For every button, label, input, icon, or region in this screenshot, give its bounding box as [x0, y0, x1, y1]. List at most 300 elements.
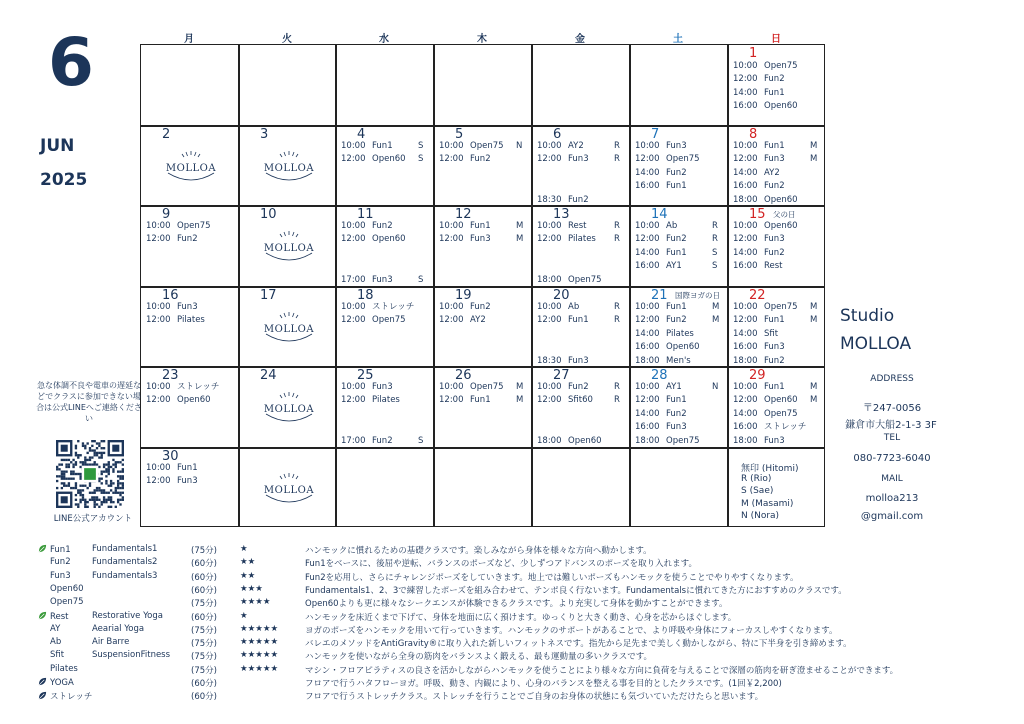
class-name: Fun3	[372, 382, 393, 392]
class-entry[interactable]	[733, 181, 820, 192]
legend-description: Fundamentals1、2、3で練習したポーズを組み合わせて、テンポ良く行ないます。Fundamentalsに慣れてきた方におすすめのクラスです。	[305, 585, 847, 596]
leaf-icon	[38, 691, 47, 700]
class-entry[interactable]	[733, 395, 820, 406]
class-time: 18:00	[635, 355, 660, 366]
class-time: 14:00	[733, 408, 758, 419]
day-cell-empty	[240, 449, 335, 527]
class-time: 18:00	[733, 435, 758, 446]
class-entry[interactable]	[537, 315, 624, 326]
holiday-label: 国際ヨガの日	[675, 291, 720, 300]
class-entry[interactable]	[635, 436, 722, 447]
class-time: 10:00	[439, 221, 464, 231]
day-number: 23	[162, 368, 179, 383]
class-time: 17:00	[341, 435, 366, 446]
legend-duration: (60分)	[191, 692, 217, 703]
day-cell-14	[631, 207, 727, 286]
class-entry[interactable]	[635, 315, 722, 326]
day-number: 20	[553, 288, 570, 303]
day-number: 10	[260, 207, 277, 222]
tel: 080-7723-6040	[853, 453, 931, 464]
legend-duration: (75分)	[191, 599, 217, 610]
day-cell-20	[533, 288, 629, 366]
class-time: 14:00	[733, 167, 758, 178]
day-cell-24	[240, 368, 335, 447]
class-entry[interactable]	[439, 382, 526, 393]
class-entry[interactable]	[439, 221, 526, 232]
instructor-code: N	[712, 382, 719, 392]
class-entry[interactable]	[635, 409, 722, 420]
legend-code: Fun2	[50, 557, 71, 568]
day-cell-2	[142, 127, 238, 205]
class-entry[interactable]	[733, 356, 820, 366]
class-entry[interactable]	[635, 329, 722, 340]
legend-duration: (60分)	[191, 679, 217, 689]
mail-user: molloa213	[865, 493, 919, 504]
day-cell-3	[240, 127, 335, 205]
month-english: JUN	[40, 136, 75, 156]
class-entry[interactable]	[341, 141, 428, 152]
class-entry[interactable]	[635, 356, 722, 366]
day-cell-28	[631, 368, 727, 447]
legend-code: AY	[50, 623, 61, 634]
legend-name: Fundamentals3	[92, 570, 158, 581]
class-time: 18:30	[537, 194, 562, 205]
day-cell-empty	[337, 46, 433, 125]
class-time: 12:00	[537, 315, 562, 326]
day-cell-4	[337, 127, 433, 205]
class-time: 12:00	[635, 234, 660, 245]
class-entry[interactable]	[733, 101, 820, 112]
instructor-code: R	[614, 141, 620, 151]
class-name: Open75	[177, 221, 211, 231]
class-entry[interactable]	[537, 356, 624, 366]
class-entry[interactable]	[733, 195, 820, 205]
class-entry[interactable]	[733, 248, 820, 259]
class-name: ストレッチ	[372, 302, 415, 312]
instructor-code: R	[614, 395, 620, 406]
class-entry[interactable]	[733, 342, 820, 353]
class-entry[interactable]	[733, 88, 820, 99]
class-time: 10:00	[341, 302, 366, 312]
legend-description: ハンモックに慣れるための基礎クラスです。楽しみながら身体を様々な方向へ動かします。	[305, 546, 652, 556]
class-name: Fun1	[177, 463, 198, 473]
legend-stars: ★★★★	[240, 597, 271, 608]
class-entry[interactable]	[537, 395, 624, 406]
class-name: Sfit	[764, 328, 779, 339]
class-entry[interactable]	[733, 409, 820, 420]
class-entry[interactable]	[537, 436, 624, 447]
instructor-key: R (Rio)	[741, 473, 772, 484]
class-time: 10:00	[733, 302, 758, 312]
class-time: 16:00	[733, 261, 758, 272]
day-cell-16	[142, 288, 238, 366]
class-name: Pilates	[568, 234, 596, 245]
class-time: 10:00	[439, 302, 464, 312]
class-entry[interactable]	[733, 422, 820, 433]
class-entry[interactable]	[146, 382, 233, 393]
legend-description: マシン・フロアピラティスの良さを活かしながらハンモックを使うことにより様々な方向に負荷を与えることで深層の筋肉を研ぎ澄ませることができます。	[305, 665, 899, 676]
leaf-icon	[38, 544, 47, 553]
instructor-code: M	[516, 221, 524, 231]
class-name: Fun1	[764, 87, 785, 98]
class-entry[interactable]	[439, 154, 526, 165]
class-name: Open75	[568, 274, 602, 285]
day-number: 29	[749, 368, 766, 383]
day-cell-13	[533, 207, 629, 286]
class-entry[interactable]	[733, 74, 820, 85]
legend-name: Fundamentals2	[92, 557, 158, 568]
legend-description: ヨガのポーズをハンモックを用いて行っていきます。ハンモックのサポートがあることで、より呼吸や身体にフォーカスしやすくなります。	[305, 625, 838, 636]
class-time: 12:00	[439, 395, 464, 406]
class-entry[interactable]	[733, 234, 820, 245]
class-time: 12:00	[146, 234, 171, 245]
class-entry[interactable]	[733, 302, 820, 313]
class-name: Fun1	[470, 395, 491, 406]
day-number: 16	[162, 288, 179, 303]
weekday-2: 火	[282, 34, 292, 45]
class-name: Open60	[764, 194, 798, 205]
class-time: 18:00	[733, 194, 758, 205]
class-name: Fun2	[177, 234, 198, 245]
class-name: Fun2	[666, 234, 687, 245]
molloa-logo-icon	[262, 229, 316, 263]
class-entry[interactable]	[733, 382, 820, 393]
legend-code: Open75	[50, 597, 84, 608]
class-entry[interactable]	[635, 181, 722, 192]
class-time: 10:00	[146, 221, 171, 231]
molloa-logo-icon	[262, 149, 316, 183]
class-entry[interactable]	[733, 315, 820, 326]
day-number: 13	[553, 207, 570, 222]
class-name: Open75	[470, 382, 504, 392]
day-number: 12	[455, 207, 472, 222]
legend-name: Air Barre	[92, 637, 130, 648]
class-name: Fun1	[666, 181, 687, 192]
class-name: Pilates	[666, 328, 694, 339]
instructor-code: M	[810, 154, 818, 165]
tel-label: TEL	[883, 433, 901, 443]
class-name: Open75	[666, 154, 700, 165]
class-entry[interactable]	[146, 221, 233, 232]
class-time: 12:00	[341, 234, 366, 245]
svg-text:MOLLOA: MOLLOA	[263, 163, 315, 174]
class-name: Fun2	[372, 221, 393, 231]
class-time: 10:00	[733, 221, 758, 231]
class-entry[interactable]	[537, 234, 624, 245]
day-cell-18	[337, 288, 433, 366]
legend-stars: ★★	[240, 570, 256, 581]
legend-code: Ab	[50, 637, 62, 648]
instructor-code: S	[418, 435, 424, 446]
legend-stars: ★★★★★	[240, 663, 279, 674]
class-name: Ab	[568, 302, 580, 312]
molloa-logo-icon	[262, 390, 316, 424]
year: 2025	[40, 170, 88, 190]
class-time: 17:00	[341, 274, 366, 285]
class-name: Fun3	[764, 234, 785, 245]
class-entry[interactable]	[146, 476, 233, 487]
legend-duration: (60分)	[191, 612, 217, 623]
class-time: 10:00	[733, 382, 758, 392]
class-time: 12:00	[537, 154, 562, 165]
instructor-code: M	[810, 382, 818, 392]
class-entry[interactable]	[635, 422, 722, 433]
class-time: 12:00	[439, 315, 464, 326]
class-name: Fun2	[470, 154, 491, 165]
class-time: 12:00	[733, 74, 758, 85]
legend-code: Open60	[50, 583, 84, 594]
instructor-code: S	[712, 261, 718, 272]
class-entry[interactable]	[537, 382, 624, 393]
day-cell-empty	[337, 449, 433, 527]
line-qr-code[interactable]	[56, 440, 124, 508]
day-cell-empty	[631, 449, 727, 527]
class-name: Fun1	[764, 315, 785, 326]
class-entry[interactable]	[635, 168, 722, 179]
class-name: Fun2	[764, 181, 785, 192]
weekday-7: 日	[771, 34, 781, 45]
class-time: 16:00	[733, 422, 758, 433]
legend-code	[38, 677, 74, 688]
class-time: 10:00	[733, 141, 758, 151]
class-entry[interactable]	[537, 154, 624, 165]
class-name: Fun1	[568, 315, 589, 326]
day-cell-1	[729, 46, 825, 125]
class-entry[interactable]	[537, 141, 624, 152]
class-entry[interactable]	[341, 315, 428, 326]
class-entry[interactable]	[341, 382, 428, 393]
legend-duration: (75分)	[191, 625, 217, 636]
class-entry[interactable]	[439, 302, 526, 313]
class-name: Open60	[372, 154, 406, 165]
class-time: 10:00	[635, 221, 660, 231]
class-time: 10:00	[635, 382, 660, 392]
instructor-code: S	[418, 141, 424, 151]
class-entry[interactable]	[537, 221, 624, 232]
day-cell-17	[240, 288, 335, 366]
class-name: AY1	[666, 261, 682, 272]
class-time: 16:00	[733, 181, 758, 192]
legend-duration: (60分)	[191, 559, 217, 570]
class-entry[interactable]	[733, 141, 820, 152]
class-time: 16:00	[733, 101, 758, 112]
legend-description: フロアで行うハタフローヨガ。呼吸、動き、内観により、心身のバランスを整える事を目的としたクラスです。(1回￥2,200)	[305, 679, 782, 689]
class-time: 14:00	[635, 408, 660, 419]
legend-description: ハンモックを床近くまで下げて、身体を地面に広く預けます。ゆっくりと大きく動き、心身を芯からほぐします。	[305, 612, 737, 623]
class-name: Fun3	[764, 435, 785, 446]
class-time: 12:00	[341, 154, 366, 165]
class-entry[interactable]	[635, 261, 722, 272]
class-entry[interactable]	[733, 61, 820, 72]
class-entry[interactable]	[439, 141, 526, 152]
class-name: Open60	[372, 234, 406, 245]
day-cell-empty	[729, 449, 825, 527]
class-entry[interactable]	[341, 436, 428, 447]
class-name: Open75	[764, 302, 798, 312]
class-time: 10:00	[537, 221, 562, 231]
instructor-code: R	[712, 234, 718, 245]
class-time: 18:30	[537, 355, 562, 366]
legend-stars: ★	[240, 610, 248, 621]
class-time: 12:00	[733, 315, 758, 326]
class-entry[interactable]	[733, 329, 820, 340]
class-entry[interactable]	[341, 395, 428, 406]
molloa-logo-icon	[164, 149, 218, 183]
class-name: Pilates	[372, 395, 400, 406]
legend-duration: (75分)	[191, 639, 217, 650]
day-number: 18	[357, 288, 374, 303]
day-number: 26	[455, 368, 472, 383]
class-time: 12:00	[439, 154, 464, 165]
legend-name: Fundamentals1	[92, 544, 158, 554]
instructor-code: R	[712, 221, 718, 231]
class-name: Fun1	[666, 247, 687, 258]
day-cell-29	[729, 368, 825, 447]
class-name: Fun2	[666, 167, 687, 178]
class-name: Fun3	[470, 234, 491, 245]
legend-description: Fun2を応用し、さらにチャレンジポーズをしていきます。地上では難しいポーズもハンモックを使うことでやりやすくなります。	[305, 572, 799, 583]
class-entry[interactable]	[537, 195, 624, 205]
day-number: 8	[749, 127, 758, 142]
class-entry[interactable]	[733, 436, 820, 447]
postal-code: 〒247-0056	[862, 403, 922, 414]
day-cell-26	[435, 368, 531, 447]
class-entry[interactable]	[146, 463, 233, 474]
legend-code: Sfit	[50, 650, 65, 661]
class-entry[interactable]	[635, 248, 722, 259]
class-name: Open75	[764, 408, 798, 419]
instructor-code: M	[810, 141, 818, 151]
class-entry[interactable]	[146, 234, 233, 245]
class-entry[interactable]	[341, 221, 428, 232]
day-cell-empty	[240, 46, 335, 125]
class-time: 14:00	[733, 87, 758, 98]
line-account-label: LINE公式アカウント	[53, 514, 133, 524]
instructor-code: S	[418, 154, 424, 165]
class-time: 10:00	[146, 302, 171, 312]
class-entry[interactable]	[146, 302, 233, 313]
class-entry[interactable]	[439, 315, 526, 326]
class-entry[interactable]	[439, 234, 526, 245]
calendar-grid	[140, 44, 825, 527]
class-entry[interactable]	[341, 275, 428, 286]
day-cell-5	[435, 127, 531, 205]
day-cell-empty	[533, 449, 629, 527]
class-entry[interactable]	[733, 261, 820, 272]
weekday-5: 金	[575, 34, 585, 45]
legend-description: フロアで行うストレッチクラス。ストレッチを行うことでご自身のお身体の状態にも気づいていただけたらと思います。	[305, 692, 764, 703]
class-entry[interactable]	[635, 154, 722, 165]
class-entry[interactable]	[635, 141, 722, 152]
class-time: 12:00	[635, 154, 660, 165]
class-entry[interactable]	[635, 382, 722, 393]
class-entry[interactable]	[146, 395, 233, 406]
instructor-code: R	[614, 221, 620, 231]
class-name: Fun2	[666, 408, 687, 419]
class-entry[interactable]	[635, 342, 722, 353]
class-entry[interactable]	[635, 221, 722, 232]
day-cell-7	[631, 127, 727, 205]
class-name: Open60	[568, 435, 602, 446]
class-entry[interactable]	[537, 302, 624, 313]
instructor-code: M	[516, 395, 524, 406]
instructor-key: S (Sae)	[741, 486, 774, 496]
holiday-label: 父の日	[773, 210, 796, 219]
class-name: AY2	[568, 141, 584, 151]
class-time: 10:00	[341, 141, 366, 151]
class-time: 10:00	[537, 302, 562, 312]
molloa-logo-icon	[262, 310, 316, 344]
day-cell-21	[631, 288, 727, 366]
class-name: ストレッチ	[177, 382, 220, 392]
class-entry[interactable]	[439, 395, 526, 406]
leaf-icon	[38, 611, 47, 620]
svg-text:MOLLOA: MOLLOA	[263, 243, 315, 254]
class-entry[interactable]	[341, 154, 428, 165]
class-time: 16:00	[733, 342, 758, 353]
svg-text:MOLLOA: MOLLOA	[263, 404, 315, 415]
class-name: AY2	[764, 167, 780, 178]
class-entry[interactable]	[733, 168, 820, 179]
class-entry[interactable]	[341, 234, 428, 245]
class-time: 10:00	[341, 382, 366, 392]
class-entry[interactable]	[146, 315, 233, 326]
class-name: Sfit60	[568, 395, 593, 406]
mail-domain: @gmail.com	[860, 511, 924, 522]
class-time: 18:00	[537, 274, 562, 285]
legend-code	[38, 690, 92, 702]
class-name: Fun3	[177, 476, 198, 487]
legend-duration: (60分)	[191, 572, 217, 583]
class-time: 10:00	[537, 141, 562, 151]
class-time: 12:00	[733, 395, 758, 406]
notice-text: 急な体調不良や電車の遅延などでクラスに参加できない場合は公式LINEへご連絡ください	[36, 381, 142, 423]
instructor-code: R	[614, 302, 620, 312]
class-time: 18:00	[733, 355, 758, 366]
class-name: Fun1	[470, 221, 491, 231]
class-entry[interactable]	[733, 154, 820, 165]
class-time: 16:00	[635, 261, 660, 272]
class-entry[interactable]	[635, 234, 722, 245]
day-number: 28	[651, 368, 668, 383]
class-time: 14:00	[635, 247, 660, 258]
class-time: 16:00	[635, 342, 660, 353]
class-time: 14:00	[635, 167, 660, 178]
class-name: Open60	[764, 221, 798, 231]
day-number: 17	[260, 288, 277, 303]
day-number: 30	[162, 449, 179, 464]
class-name: Fun2	[764, 355, 785, 366]
class-time: 12:00	[537, 395, 562, 406]
class-entry[interactable]	[341, 302, 428, 313]
legend-description: ハンモックを使いながら全身の筋肉をバランスよく鍛える、最も運動量の多いクラスです。	[305, 652, 653, 663]
legend-description: Fun1をベースに、後屈や逆転、バランスのポーズなど、少しずつアドバンスのポーズを取り入れます。	[305, 559, 697, 570]
class-time: 10:00	[439, 382, 464, 392]
class-entry[interactable]	[635, 395, 722, 406]
class-name: Pilates	[177, 315, 205, 326]
class-name: Fun1	[666, 395, 687, 406]
class-entry[interactable]	[635, 302, 722, 313]
svg-text:MOLLOA: MOLLOA	[263, 324, 315, 335]
class-time: 14:00	[635, 328, 660, 339]
class-name: Fun3	[764, 154, 785, 165]
legend-stars: ★	[240, 544, 248, 554]
day-cell-30	[142, 449, 238, 527]
day-number: 22	[749, 288, 766, 303]
class-entry[interactable]	[733, 221, 820, 232]
class-entry[interactable]	[537, 275, 624, 286]
class-name: Fun3	[568, 355, 589, 366]
